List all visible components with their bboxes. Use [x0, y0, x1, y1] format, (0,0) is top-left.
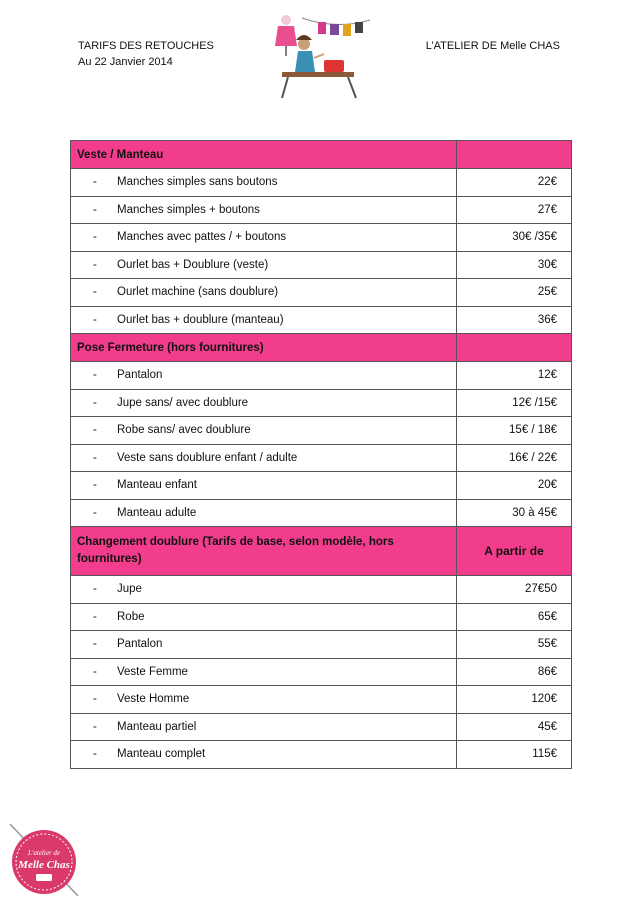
section-note: [457, 141, 572, 169]
item-label: Veste Femme: [117, 665, 188, 678]
item-label: Veste sans doublure enfant / adulte: [117, 451, 298, 464]
list-bullet: -: [93, 369, 97, 382]
table-row: [71, 279, 572, 307]
item-label: Manteau enfant: [117, 479, 197, 492]
item-price: 12€: [457, 362, 572, 390]
section-header: [71, 334, 572, 362]
table-row: [71, 169, 572, 197]
table-row: [71, 362, 572, 390]
table-row: [71, 741, 572, 769]
list-bullet: -: [93, 610, 97, 623]
sewing-table: [282, 60, 356, 98]
table-row: [71, 417, 572, 445]
list-bullet: -: [93, 286, 97, 299]
item-cell: [71, 658, 457, 686]
list-bullet: -: [93, 506, 97, 519]
item-cell: [71, 631, 457, 659]
list-bullet: -: [93, 424, 97, 437]
list-bullet: -: [93, 638, 97, 651]
item-cell: [71, 417, 457, 445]
item-cell: [71, 362, 457, 390]
item-price: 16€ / 22€: [457, 444, 572, 472]
item-label: Pantalon: [117, 369, 163, 382]
item-label: Robe: [117, 610, 145, 623]
list-bullet: -: [93, 748, 97, 761]
item-label: Manches simples sans boutons: [117, 176, 278, 189]
item-cell: [71, 306, 457, 334]
list-bullet: -: [93, 313, 97, 326]
item-label: Jupe sans/ avec doublure: [117, 396, 249, 409]
list-bullet: -: [93, 231, 97, 244]
item-cell: [71, 576, 457, 604]
item-price: 86€: [457, 658, 572, 686]
list-bullet: -: [93, 203, 97, 216]
item-price: 55€: [457, 631, 572, 659]
logo-badge: [2, 818, 86, 902]
item-price: 30€: [457, 251, 572, 279]
item-label: Manches simples + boutons: [117, 203, 260, 216]
item-cell: [71, 713, 457, 741]
price-table: [70, 140, 572, 769]
item-cell: [71, 499, 457, 527]
item-price: 30 à 45€: [457, 499, 572, 527]
section-note: [457, 334, 572, 362]
atelier-logo: [2, 818, 86, 902]
list-bullet: -: [93, 258, 97, 271]
clothesline: [302, 18, 370, 36]
item-cell: [71, 251, 457, 279]
section-title: Changement doublure (Tarifs de base, selon modèle, hors fournitures): [71, 527, 457, 576]
list-bullet: -: [93, 396, 97, 409]
table-row: [71, 576, 572, 604]
list-bullet: -: [93, 479, 97, 492]
list-bullet: -: [93, 176, 97, 189]
item-price: 27€: [457, 196, 572, 224]
table-row: [71, 658, 572, 686]
item-label: Pantalon: [117, 638, 163, 651]
item-cell: [71, 169, 457, 197]
item-price: 25€: [457, 279, 572, 307]
table-row: [71, 472, 572, 500]
section-note: A partir de: [457, 527, 572, 576]
item-label: Manteau partiel: [117, 720, 197, 733]
table-row: [71, 499, 572, 527]
section-header: [71, 141, 572, 169]
item-cell: [71, 389, 457, 417]
logo-line2: Melle Chas: [18, 859, 70, 871]
item-price: 120€: [457, 686, 572, 714]
item-label: Jupe: [117, 583, 142, 596]
document-date: Au 22 Janvier 2014: [78, 56, 173, 68]
item-price: 27€50: [457, 576, 572, 604]
seamstress-figure: [295, 35, 324, 72]
item-price: 30€ /35€: [457, 224, 572, 252]
list-bullet: -: [93, 720, 97, 733]
item-price: 45€: [457, 713, 572, 741]
item-price: 65€: [457, 603, 572, 631]
price-table-body: [71, 141, 572, 769]
table-row: [71, 251, 572, 279]
section-title: Veste / Manteau: [71, 141, 457, 169]
table-row: [71, 444, 572, 472]
item-cell: [71, 603, 457, 631]
item-price: 20€: [457, 472, 572, 500]
section-title: Pose Fermeture (hors fournitures): [71, 334, 457, 362]
list-bullet: -: [93, 693, 97, 706]
section-header: [71, 527, 572, 576]
table-row: [71, 686, 572, 714]
item-label: Ourlet bas + doublure (manteau): [117, 313, 284, 326]
item-label: Veste Homme: [117, 693, 190, 706]
list-bullet: -: [93, 451, 97, 464]
item-cell: [71, 224, 457, 252]
list-bullet: -: [93, 665, 97, 678]
item-cell: [71, 472, 457, 500]
list-bullet: -: [93, 583, 97, 596]
dress-form: [275, 15, 297, 56]
item-price: 36€: [457, 306, 572, 334]
item-cell: [71, 444, 457, 472]
item-label: Robe sans/ avec doublure: [117, 424, 251, 437]
item-label: Manteau adulte: [117, 506, 197, 519]
item-price: 15€ / 18€: [457, 417, 572, 445]
item-price: 22€: [457, 169, 572, 197]
document-title: TARIFS DES RETOUCHES: [78, 40, 214, 52]
table-row: [71, 196, 572, 224]
item-price: 115€: [457, 741, 572, 769]
table-row: [71, 306, 572, 334]
shop-name: L’ATELIER DE Melle CHAS: [425, 40, 560, 52]
document-header-left: [78, 38, 214, 70]
item-label: Ourlet machine (sans doublure): [117, 286, 279, 299]
item-cell: [71, 741, 457, 769]
table-row: [71, 631, 572, 659]
item-price: 12€ /15€: [457, 389, 572, 417]
table-row: [71, 713, 572, 741]
item-label: Manteau complet: [117, 748, 206, 761]
item-cell: [71, 279, 457, 307]
table-row: [71, 224, 572, 252]
item-cell: [71, 196, 457, 224]
item-cell: [71, 686, 457, 714]
logo-line1: L'atelier de: [27, 849, 61, 857]
table-row: [71, 603, 572, 631]
item-label: Ourlet bas + Doublure (veste): [117, 258, 269, 271]
table-row: [71, 389, 572, 417]
item-label: Manches avec pattes / + boutons: [117, 231, 287, 244]
seamstress-illustration: [262, 10, 372, 100]
